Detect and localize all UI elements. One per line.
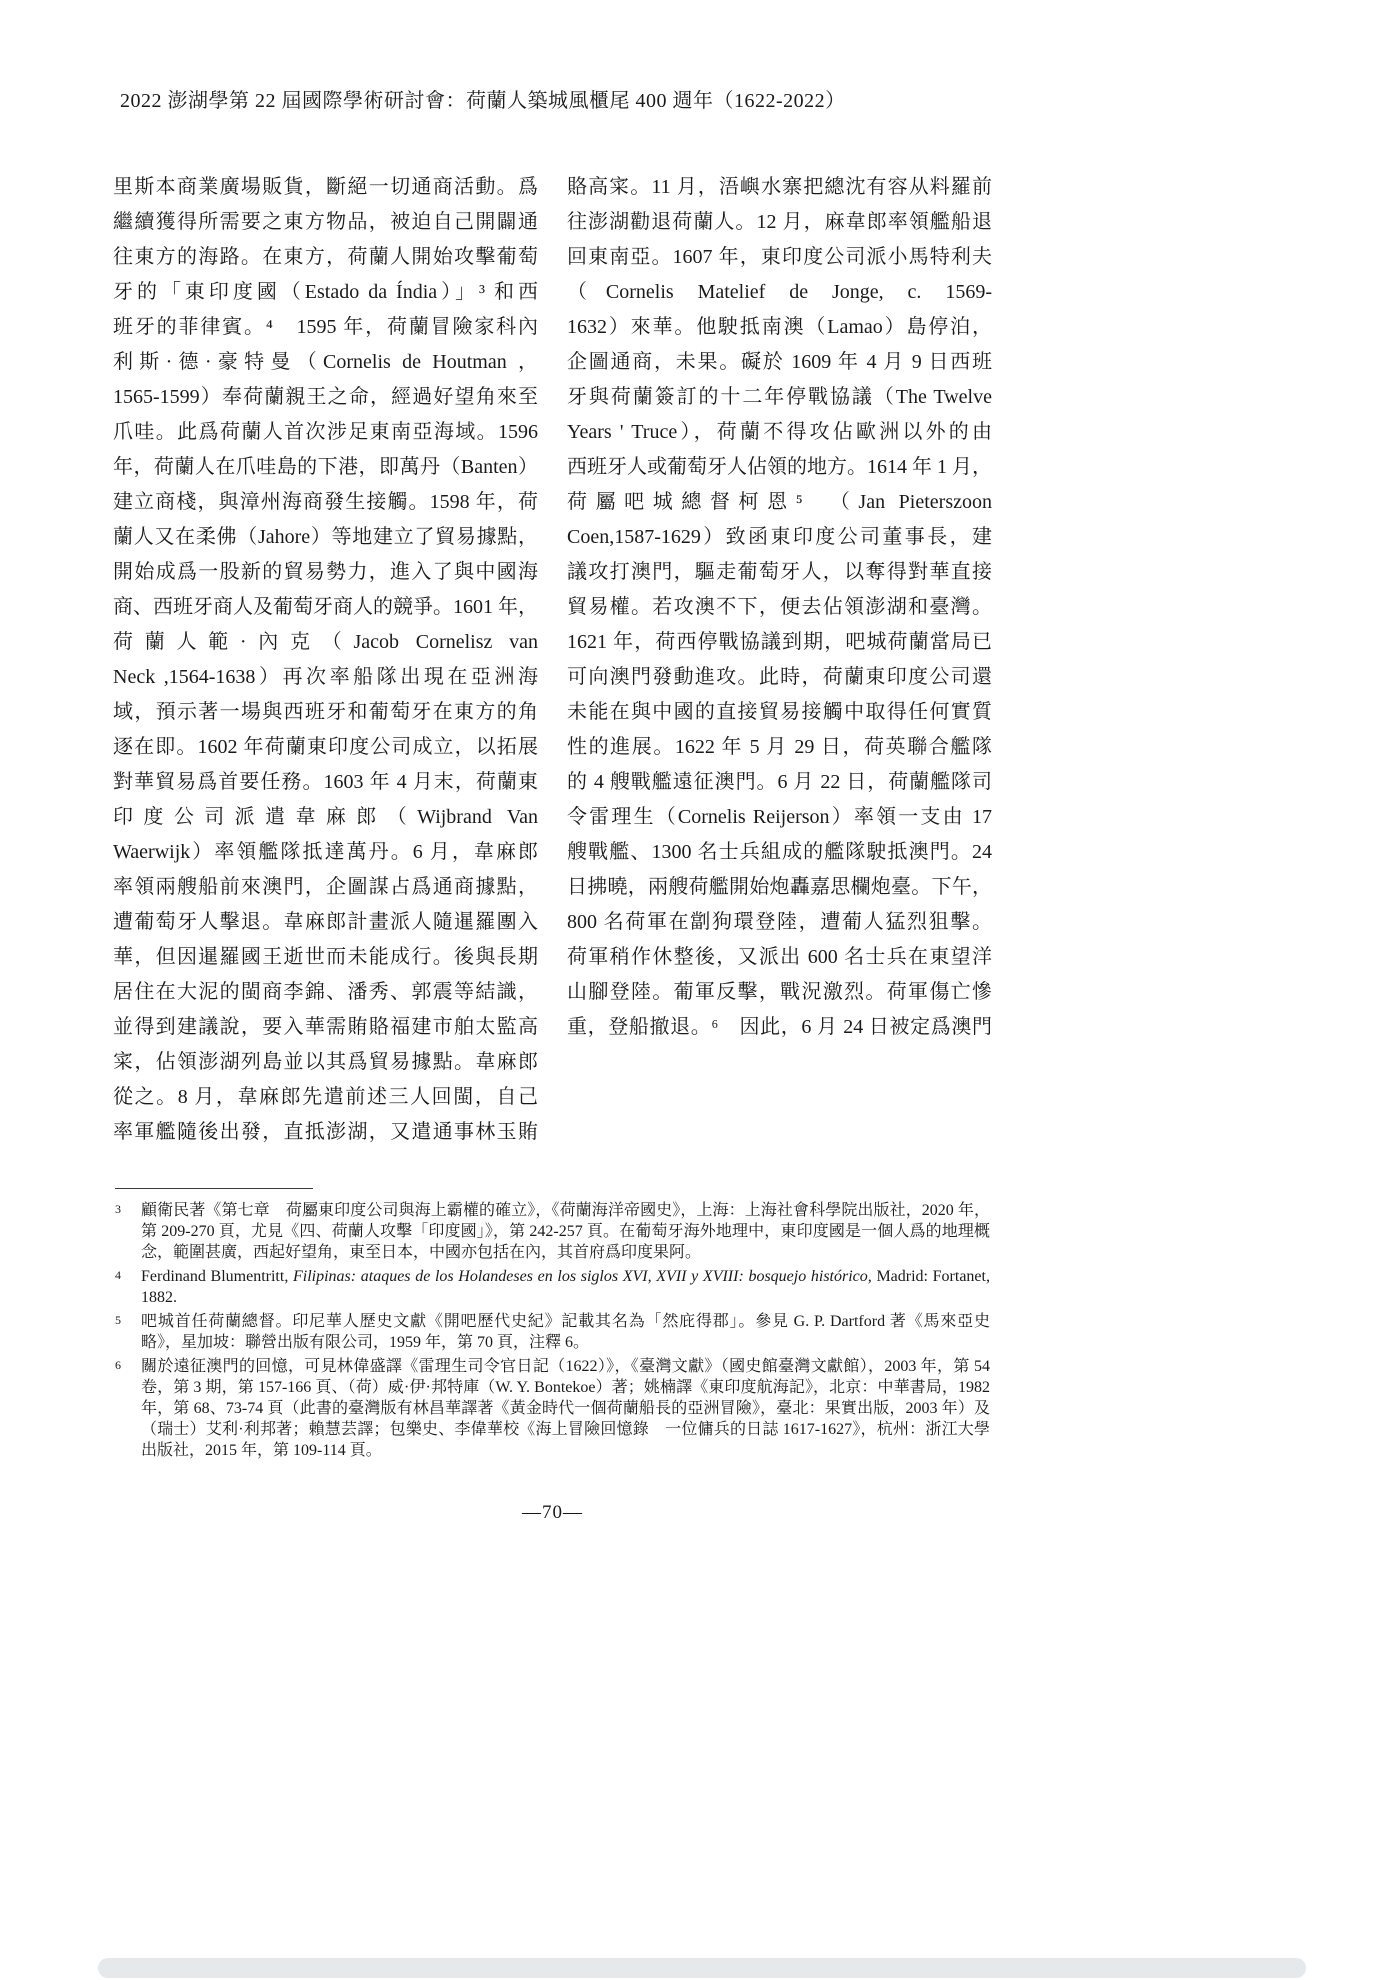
- text-line: 居住在大泥的閩商李錦、潘秀、郭震等結識，: [113, 981, 538, 1003]
- text-line: 令雷理生（Cornelis Reijerson）率領一支由 17: [567, 806, 992, 828]
- footnote-number: 4: [115, 1268, 121, 1282]
- footnote-text: 吧城首任荷蘭總督。印尼華人歷史文獻《開吧歷代史紀》記載其名為「然庇得郡」。參見 G. P. Dartford 著《馬來亞史略》，星加坡：聯營出版有限公司，1959 年，第 70 頁，注釋 6。: [141, 1313, 990, 1351]
- text-line: Neck ,1564-1638）再次率船隊出現在亞洲海: [113, 666, 538, 688]
- text-line: 對華貿易爲首要任務。1603 年 4 月末，荷蘭東: [113, 771, 538, 793]
- text-line: 班牙的菲律賓。⁴ 1595 年，荷蘭冒險家科內: [113, 316, 538, 338]
- text-line: 未能在與中國的直接貿易接觸中取得任何實質: [567, 701, 992, 723]
- footnote-text: Ferdinand Blumentritt, Filipinas: ataques de los Holandeses en los siglos XVI, XVII y XVIII: bosquejo histórico, Madrid: Fortanet, 1882.: [141, 1268, 990, 1306]
- text-line: 率軍艦隨後出發，直抵澎湖，又遣通事林玉賄: [113, 1121, 538, 1143]
- text-line: 年，荷蘭人在爪哇島的下港，即萬丹（Banten）: [113, 456, 538, 478]
- text-line: 荷屬吧城總督柯恩⁵ （Jan Pieterszoon: [567, 491, 992, 513]
- text-line: 華，但因暹羅國王逝世而未能成行。後與長期: [113, 946, 538, 968]
- next-page-edge: [98, 1958, 1306, 1978]
- text-line: 牙與荷蘭簽訂的十二年停戰協議（The Twelve: [567, 386, 992, 408]
- text-line: 牙的「東印度國（Estado da Índia）」³ 和西: [113, 281, 538, 303]
- text-line: 率領兩艘船前來澳門，企圖謀占爲通商據點，: [113, 876, 538, 898]
- footnote-number: 6: [115, 1358, 121, 1372]
- text-line: 可向澳門發動進攻。此時，荷蘭東印度公司還: [567, 666, 992, 688]
- text-line: 日拂曉，兩艘荷艦開始炮轟嘉思欄炮臺。下午，: [567, 876, 992, 898]
- text-line: 利斯·德·豪特曼（Cornelis de Houtman ，: [113, 351, 538, 373]
- text-line: 艘戰艦、1300 名士兵組成的艦隊駛抵澳門。24: [567, 841, 992, 863]
- body-columns: [113, 170, 992, 1150]
- text-line: （Cornelis Matelief de Jonge, c. 1569-: [567, 281, 992, 303]
- footnote-text: 顧衛民著《第七章 荷屬東印度公司與海上霸權的確立》，《荷蘭海洋帝國史》，上海：上海社會科學院出版社，2020 年，第 209-270 頁，尤見《四、荷蘭人攻擊「印度國」》，第 242-257 頁。在葡萄牙海外地理中，東印度國是一個人爲的地理概念，範圍甚廣，西起好望角，東至日本，中國亦包括在內，其首府爲印度果阿。: [141, 1202, 990, 1261]
- text-line: 蘭人又在柔佛（Jahore）等地建立了貿易據點，: [113, 526, 538, 548]
- text-line: 開始成爲一股新的貿易勢力，進入了與中國海: [113, 561, 538, 583]
- text-line: 並得到建議說，要入華需賄賂福建市舶太監高: [113, 1016, 538, 1038]
- page-number: —70—: [522, 1502, 583, 1523]
- footnote: [115, 1200, 990, 1263]
- footnote: [115, 1266, 990, 1308]
- text-line: 貿易權。若攻澳不下，便去佔領澎湖和臺灣。: [567, 596, 992, 618]
- text-line: Waerwijk）率領艦隊抵達萬丹。6 月，韋麻郎: [113, 841, 538, 863]
- text-line: 域，預示著一場與西班牙和葡萄牙在東方的角: [113, 701, 538, 723]
- text-line: 往東方的海路。在東方，荷蘭人開始攻擊葡萄: [113, 246, 538, 268]
- text-line: 賂高寀。11 月，浯嶼水寨把總沈有容从料羅前: [567, 176, 992, 198]
- text-line: 的 4 艘戰艦遠征澳門。6 月 22 日，荷蘭艦隊司: [567, 771, 992, 793]
- text-line: 議攻打澳門，驅走葡萄牙人，以奪得對華直接: [567, 561, 992, 583]
- conference-header: 2022 澎湖學第 22 屆國際學術研討會：荷蘭人築城風櫃尾 400 週年（1622-2022）: [120, 90, 846, 112]
- text-line: 1621 年，荷西停戰協議到期，吧城荷蘭當局已: [567, 631, 992, 653]
- text-line: 印度公司派遣韋麻郎（Wijbrand Van: [113, 806, 538, 828]
- text-line: 建立商棧，與漳州海商發生接觸。1598 年，荷: [113, 491, 538, 513]
- footnote-number: 3: [115, 1202, 121, 1216]
- text-line: 1565-1599）奉荷蘭親王之命，經過好望角來至: [113, 386, 538, 408]
- text-line: 商、西班牙商人及葡萄牙商人的競爭。1601 年，: [113, 596, 538, 618]
- text-line: 往澎湖勸退荷蘭人。12 月，麻韋郎率領艦船退: [567, 211, 992, 233]
- footnote: [115, 1356, 990, 1461]
- text-line: 寀，佔領澎湖列島並以其爲貿易據點。韋麻郎: [113, 1051, 538, 1073]
- body-right-column: [567, 170, 992, 1150]
- footnotes: [115, 1200, 990, 1464]
- text-line: 800 名荷軍在劏狗環登陸，遭葡人猛烈狙擊。: [567, 911, 992, 933]
- text-line: 性的進展。1622 年 5 月 29 日，荷英聯合艦隊: [567, 736, 992, 758]
- footnote-text: 關於遠征澳門的回憶，可見林偉盛譯《雷理生司令官日記（1622）》，《臺灣文獻》（國史館臺灣文獻館），2003 年，第 54 卷，第 3 期，第 157-166 頁、（荷）威·伊·邦特庫（W. Y. Bontekoe）著；姚楠譯《東印度航海記》，北京：中華書局，1982 年，第 68、73-74 頁（此書的臺灣版有林昌華譯著《黃金時代一個荷蘭船長的亞洲冒險》，臺北：果實出版，2003 年）及（瑞士）艾利·利邦著；賴慧芸譯；包樂史、李偉華校《海上冒險回憶錄 一位傭兵的日誌 1617-1627》，杭州：浙江大學出版社，2015 年，第 109-114 頁。: [141, 1358, 990, 1459]
- text-line: 從之。8 月，韋麻郎先遣前述三人回閩，自己: [113, 1086, 538, 1108]
- footnote-separator: [115, 1188, 313, 1189]
- footnote-number: 5: [115, 1313, 121, 1327]
- text-line: 山腳登陸。葡軍反擊，戰況激烈。荷軍傷亡慘: [567, 981, 992, 1003]
- text-line: 荷蘭人範·內克（Jacob Cornelisz van: [113, 631, 538, 653]
- footnote: [115, 1311, 990, 1353]
- text-line: 1632）來華。他駛抵南澳（Lamao）島停泊，: [567, 316, 992, 338]
- text-line: 爪哇。此爲荷蘭人首次涉足東南亞海域。1596: [113, 421, 538, 443]
- text-line: 荷軍稍作休整後，又派出 600 名士兵在東望洋: [567, 946, 992, 968]
- body-left-column: [113, 170, 538, 1150]
- text-line: 回東南亞。1607 年，東印度公司派小馬特利夫: [567, 246, 992, 268]
- text-line: Years ' Truce），荷蘭不得攻佔歐洲以外的由: [567, 421, 992, 443]
- text-line: 企圖通商，未果。礙於 1609 年 4 月 9 日西班: [567, 351, 992, 373]
- text-line: 重，登船撤退。⁶ 因此，6 月 24 日被定爲澳門: [567, 1016, 992, 1038]
- text-line: 遭葡萄牙人擊退。韋麻郎計畫派人隨暹羅團入: [113, 911, 538, 933]
- text-line: Coen,1587-1629）致函東印度公司董事長，建: [567, 526, 992, 548]
- text-line: 里斯本商業廣場販貨，斷絕一切通商活動。爲: [113, 176, 538, 198]
- text-line: 繼續獲得所需要之東方物品，被迫自己開闢通: [113, 211, 538, 233]
- text-line: 逐在即。1602 年荷蘭東印度公司成立，以拓展: [113, 736, 538, 758]
- text-line: 西班牙人或葡萄牙人佔領的地方。1614 年 1 月，: [567, 456, 992, 478]
